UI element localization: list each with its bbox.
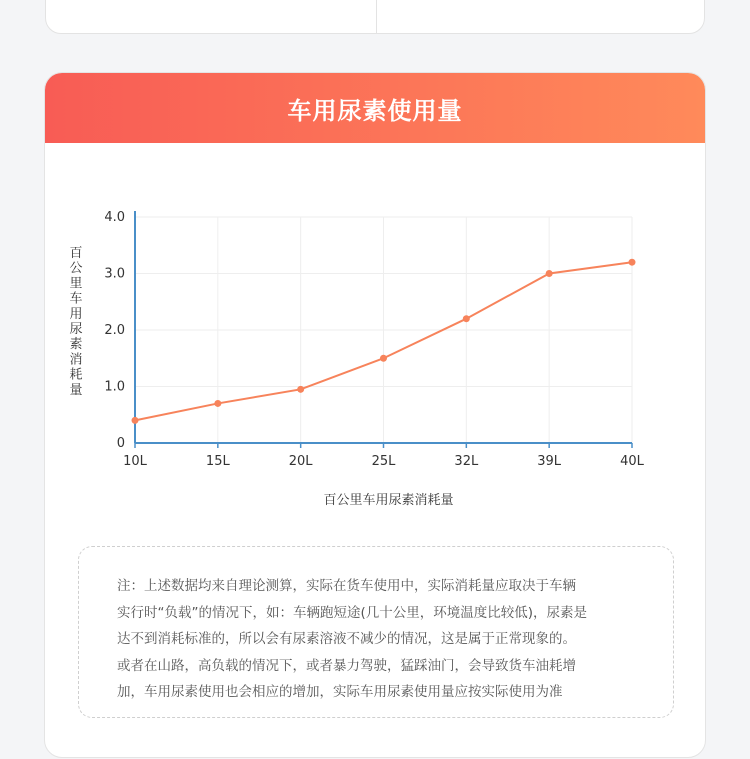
note-line: 注：上述数据均来自理论测算，实际在货车使用中，实际消耗量应取决于车辆 (117, 578, 576, 594)
note-line: 加，车用尿素使用也会相应的增加，实际车用尿素使用量应按实际使用为准 (117, 684, 563, 700)
x-axis-title: 百公里车用尿素消耗量 (323, 493, 454, 508)
y-axis-title: 百公里车用尿素消耗量 (69, 246, 83, 398)
previous-card (45, 0, 705, 34)
x-tick-label: 40L (620, 454, 644, 469)
y-tick-label: 1.0 (104, 379, 125, 395)
note-line: 实行时“负载”的情况下，如：车辆跑短途(几十公里，环境温度比较低)，尿素是 (117, 604, 588, 621)
note-line: 或者在山路，高负载的情况下，或者暴力驾驶，猛踩油门，会导致货车油耗增 (117, 657, 576, 674)
grid-layer (135, 217, 632, 443)
y-tick-label: 3.0 (104, 266, 125, 282)
x-tick-label: 32L (454, 454, 479, 469)
data-point (132, 417, 139, 424)
card-title: 车用尿素使用量 (287, 96, 463, 125)
x-tick-label: 39L (537, 454, 562, 469)
note-line: 达不到消耗标准的，所以会有尿素溶液不减少的情况，这是属于正常现象的。 (117, 631, 576, 647)
data-point (297, 386, 304, 393)
data-point (463, 315, 470, 322)
data-point (214, 400, 221, 407)
x-tick-label: 25L (371, 454, 396, 469)
y-tick-label: 0 (116, 436, 125, 451)
y-tick-label: 4.0 (104, 210, 125, 225)
x-tick-label: 15L (205, 454, 230, 469)
x-tick-label: 10L (123, 454, 147, 469)
y-tick-label: 2.0 (104, 323, 125, 338)
card-divider (376, 0, 377, 33)
urea-line-chart (45, 73, 706, 543)
data-point (546, 270, 553, 277)
x-tick-label: 20L (288, 454, 313, 469)
data-point (380, 355, 387, 362)
note-box (78, 546, 674, 718)
urea-usage-card (44, 72, 706, 758)
data-point (629, 259, 636, 266)
label-layer (69, 210, 644, 508)
